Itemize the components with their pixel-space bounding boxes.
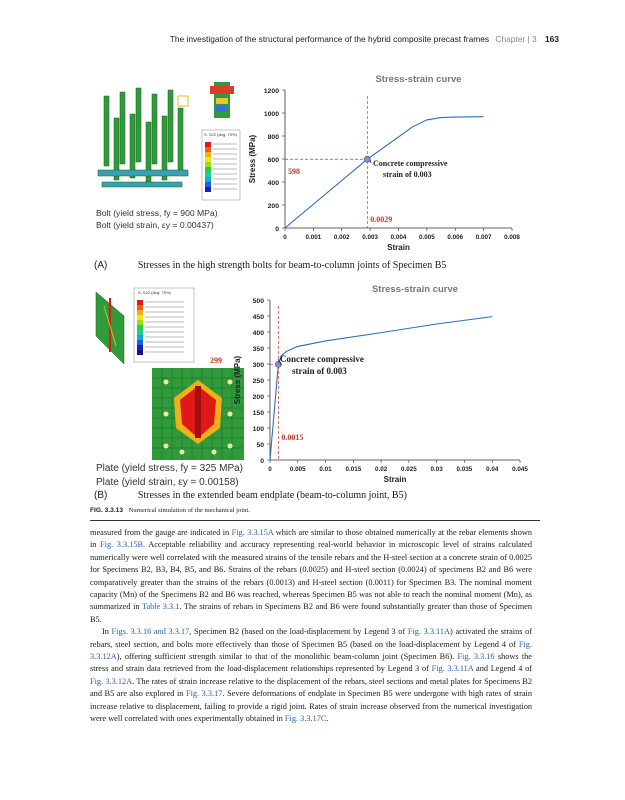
paragraph-2: In Figs. 3.3.16 and 3.3.17, Specimen B2 (based on the load-displacement by Legend 3 of Fig. 3.3.11A) activated the strains of rebars, steel section, and bolts more effectively than those of Specimen B5 (based on the load-displacement by Legend 4 of Fig. 3.3.12A), offering sufficient strength similar to that of the monolithic beam-column joint (Specimen B6). Fig. 3.3.16 shows the stress and strain data retrieved from the load-displacement relationships represented by Legend 3 of Fig. 3.3.11A and Legend 4 of Fig. 3.3.12A. The rates of strain increase relative to the displacement of the rebars, steel sections and metal plates for Specimens B2 and B5 are also explored in Fig. 3.3.17. Severe deformations of endplate in Specimen B5 were undergone with high rates of strain increase relative to displacement, failing to provide a rigid joint. Rates of strain increase observed from the numerical investigation were well correlated with ones experimentally obtained in Fig. 3.3.17C. bbox=[90, 627, 533, 724]
panel-b-caption bbox=[94, 490, 407, 501]
bolt-yield-strain: Bolt (yield strain, εy = 0.00437) bbox=[96, 220, 214, 230]
x-tick-label: 0 bbox=[283, 234, 287, 241]
annotation-line-1: Concrete compressive bbox=[373, 159, 448, 168]
header-title: The investigation of the structural performance of the hybrid composite precast frames bbox=[169, 34, 490, 44]
y-tick-label: 0 bbox=[260, 458, 264, 465]
x-tick-label: 0.02 bbox=[374, 466, 388, 473]
stress-legend-b bbox=[134, 288, 194, 362]
x-tick-label: 0.005 bbox=[418, 234, 435, 241]
y-tick-label: 300 bbox=[252, 362, 264, 369]
x-tick-label: 0.004 bbox=[390, 234, 407, 241]
cross-reference-link[interactable]: Figs. 3.3.16 and 3.3.17 bbox=[111, 627, 190, 637]
y-tick-label: 0 bbox=[275, 226, 279, 233]
bolt-yield-stress: Bolt (yield stress, fy = 900 MPa) bbox=[96, 208, 218, 218]
annotation-line-2: strain of 0.003 bbox=[292, 366, 347, 376]
chart-title: Stress-strain curve bbox=[371, 284, 459, 295]
strain-value-label: 0.0029 bbox=[370, 215, 393, 224]
plate-yield-strain: Plate (yield strain, εy = 0.00158) bbox=[96, 477, 239, 488]
x-axis-label: Strain bbox=[383, 475, 407, 484]
page-number: 163 bbox=[545, 34, 559, 44]
x-tick-label: 0.005 bbox=[289, 466, 306, 473]
plate-yield-stress: Plate (yield stress, fy = 325 MPa) bbox=[96, 463, 244, 474]
stress-strain-chart-b bbox=[210, 280, 540, 484]
panel-b-label: (B) bbox=[94, 490, 108, 501]
y-tick-label: 1000 bbox=[263, 111, 279, 118]
y-tick-label: 350 bbox=[252, 346, 264, 353]
stress-strain-chart-a bbox=[220, 74, 540, 254]
y-tick-label: 1200 bbox=[263, 88, 279, 95]
legend-b-title: S, S22 (Avg: 75%) bbox=[138, 290, 171, 295]
body-text bbox=[90, 527, 532, 726]
panel-a-caption-text: Stresses in the high strength bolts for beam-to-column joints of Specimen B5 bbox=[137, 260, 447, 271]
x-tick-label: 0.035 bbox=[456, 466, 473, 473]
x-tick-label: 0.002 bbox=[333, 234, 350, 241]
cross-reference-link[interactable]: Fig. 3.3.11A bbox=[407, 627, 451, 637]
y-tick-label: 500 bbox=[252, 298, 264, 305]
cross-reference-link[interactable]: Fig. 3.3.15A bbox=[231, 528, 274, 537]
y-tick-label: 400 bbox=[252, 330, 264, 337]
y-tick-label: 200 bbox=[267, 203, 279, 210]
legend-a-title: S, S22 (Avg: 75%) bbox=[204, 132, 237, 137]
panel-b-caption-text: Stresses in the extended beam endplate (beam-to-column joint, B5) bbox=[137, 490, 407, 501]
caption-rule bbox=[90, 520, 540, 521]
y-tick-label: 600 bbox=[267, 157, 279, 164]
cross-reference-link[interactable]: Fig. 3.3.12A bbox=[90, 676, 133, 686]
x-tick-label: 0.001 bbox=[305, 234, 322, 241]
figure-caption-text: Numerical simulation of the mechanical joint. bbox=[128, 507, 250, 514]
x-tick-label: 0.03 bbox=[430, 466, 443, 473]
cross-reference-link[interactable]: Fig. 3.3.17C bbox=[284, 714, 327, 724]
cross-reference-link[interactable]: Fig. 3.3.11A bbox=[431, 664, 474, 674]
figure-caption-label: FIG. 3.3.13 bbox=[90, 507, 123, 514]
cross-reference-link[interactable]: Fig. 3.3.16 bbox=[457, 652, 495, 662]
panel-a-label: (A) bbox=[94, 260, 108, 271]
running-header bbox=[170, 34, 559, 44]
y-tick-label: 200 bbox=[252, 394, 264, 401]
x-tick-label: 0.006 bbox=[447, 234, 464, 241]
x-tick-label: 0.008 bbox=[504, 234, 520, 241]
cross-reference-link[interactable]: Table 3.3.1 bbox=[141, 602, 180, 612]
panel-a-caption bbox=[94, 260, 446, 271]
stress-value-label: 299 bbox=[210, 356, 222, 365]
annotation-line-1: Concrete compressive bbox=[280, 354, 364, 364]
cross-reference-link[interactable]: Fig. 3.3.17 bbox=[185, 689, 223, 699]
marker-point bbox=[364, 156, 370, 162]
y-tick-label: 100 bbox=[252, 426, 264, 433]
x-tick-label: 0 bbox=[268, 466, 272, 473]
x-tick-label: 0.04 bbox=[486, 466, 499, 473]
header-chapter: Chapter | 3 bbox=[495, 34, 537, 44]
x-tick-label: 0.015 bbox=[345, 466, 362, 473]
x-tick-label: 0.045 bbox=[512, 466, 528, 473]
y-tick-label: 50 bbox=[256, 442, 264, 449]
annotation-line-2: strain of 0.003 bbox=[383, 170, 432, 179]
x-tick-label: 0.025 bbox=[401, 466, 417, 473]
chart-title: Stress-strain curve bbox=[375, 74, 462, 85]
figure-caption bbox=[90, 507, 250, 514]
y-tick-label: 800 bbox=[267, 134, 279, 141]
y-tick-label: 250 bbox=[252, 378, 264, 385]
x-axis-label: Strain bbox=[387, 243, 410, 252]
y-axis-label: Stress (MPa) bbox=[248, 134, 257, 184]
y-tick-label: 400 bbox=[267, 180, 279, 187]
annotation-arrow bbox=[370, 160, 371, 163]
x-tick-label: 0.003 bbox=[362, 234, 379, 241]
cross-reference-link[interactable]: Fig. 3.3.15B bbox=[100, 540, 144, 550]
x-tick-label: 0.007 bbox=[475, 234, 492, 241]
stress-value-label: 598 bbox=[288, 167, 300, 176]
y-tick-label: 150 bbox=[252, 410, 264, 417]
strain-value-label: 0.0015 bbox=[281, 433, 304, 442]
y-tick-label: 450 bbox=[252, 314, 264, 321]
cross-reference-link[interactable]: Fig. 3.3.12A bbox=[90, 639, 532, 662]
y-axis-label: Stress (MPa) bbox=[233, 355, 242, 405]
x-tick-label: 0.01 bbox=[319, 466, 332, 473]
paragraph-1: measured from the gauge are indicated in Fig. 3.3.15A which are similar to those obtained numerically at the rebar elements shown in Fig. 3.3.15B. Acceptable reliability and accuracy representing real-world behavior in microscopic level of strains calculated numerically were well correlated with the measured strains of the tensile rebars and the H-steel section at a concrete strain of 0.0025 for Specimens B2, B3, B4, B5, and B6. Strains of the rebars (0.0025) and H-steel section (0.0024) of specimens B2 and B6 were comparatively greater than the strains of the rebars (0.0013) and H-steel section (0.0011) for Specimen B3. The nominal moment capacity (Mn) of the Specimens B2 and B6 was reached, whereas Specimen B5 was not able to reach the nominal moment (Mn), as summarized in Table 3.3.1. The strains of rebars in Specimens B2 and B6 were found substantially greater than those of Specimen B5. bbox=[90, 528, 533, 624]
